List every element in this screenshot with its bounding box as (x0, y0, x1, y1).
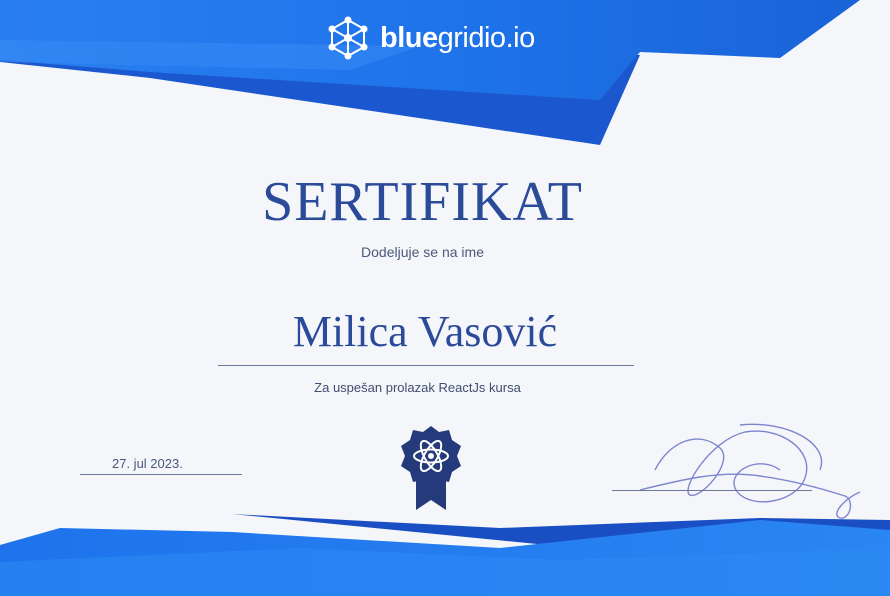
date-underline (80, 474, 242, 475)
handwritten-signature (640, 424, 860, 518)
react-atom-badge-icon (401, 426, 461, 510)
certificate-subtitle: Dodeljuje se na ime (361, 244, 484, 260)
certificate-title: SERTIFIKAT (262, 171, 583, 233)
signature-line (612, 490, 812, 491)
recipient-name: Milica Vasović (292, 307, 558, 356)
certificate-reason: Za uspešan prolazak ReactJs kursa (314, 380, 521, 395)
issue-date: 27. jul 2023. (112, 456, 183, 471)
brand-logo: bluegridio.io (380, 22, 535, 54)
name-underline (218, 365, 634, 366)
